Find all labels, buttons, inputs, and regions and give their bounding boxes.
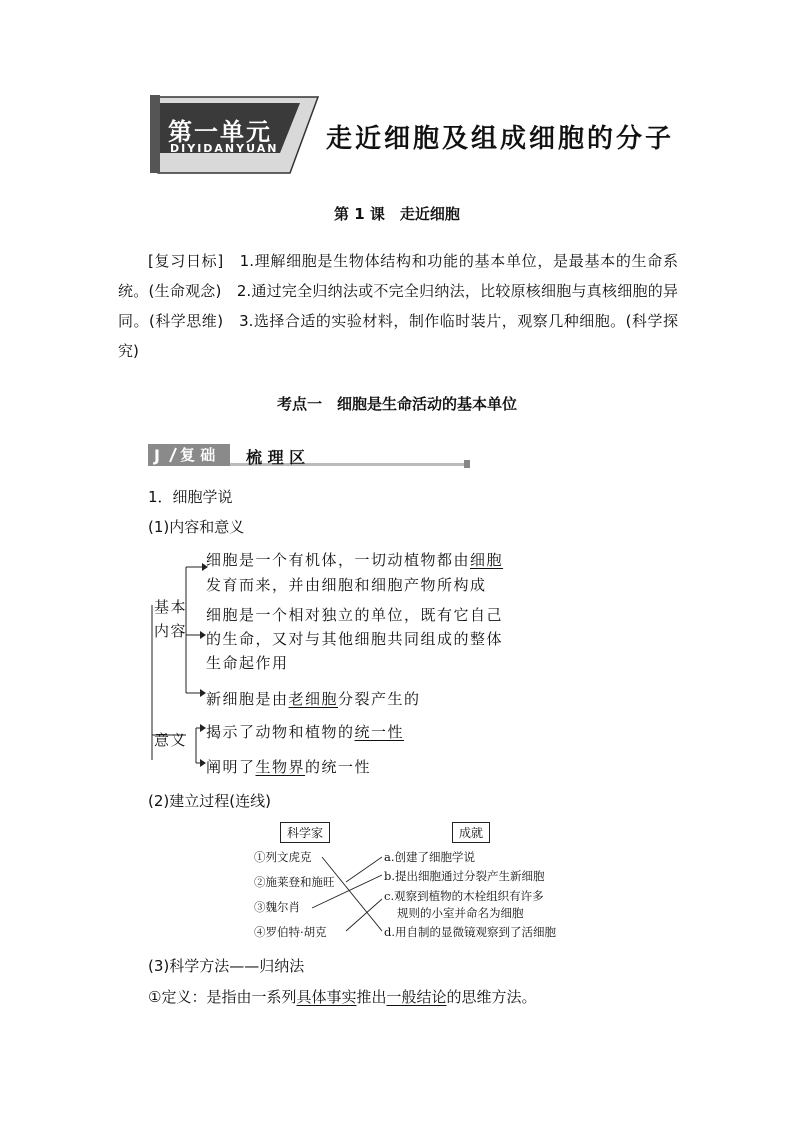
kaodian-title: 考点一 细胞是生命活动的基本单位	[276, 395, 517, 413]
content-2-line1: 细胞是一个相对独立的单位，既有它自己	[206, 606, 504, 624]
goals-text: 1.理解细胞是生物体结构和功能的基本单位，是最基本的生命系统。(生命观念) 2.通过完全归纳法或不完全归纳法，比较原核细胞与真核细胞的异同。(科学思维) 3.选择合适的实验材料，制作临时装片，观察几种细胞。(科学探究)	[118, 252, 678, 360]
achievement-c1: c.观察到植物的木栓组织有许多	[384, 889, 544, 903]
achievement-d: d.用自制的显微镜观察到了活细胞	[384, 925, 557, 939]
scientist-header: 科学家	[280, 822, 330, 843]
unit-label: 第一单元	[168, 118, 272, 146]
answer-general-conclusion: 一般结论	[386, 988, 447, 1006]
basic-label-1: 基本	[154, 598, 188, 616]
content-3: 新细胞是由老细胞分裂产生的	[206, 690, 421, 708]
unit-title: 走近细胞及组成细胞的分子	[326, 124, 675, 154]
section-tag: 复 础	[180, 446, 216, 464]
sub-process: (2)建立过程(连线)	[148, 792, 271, 810]
svg-text:J: J	[154, 446, 160, 465]
achievement-a: a.创建了细胞学说	[384, 850, 476, 864]
review-goals	[118, 246, 678, 366]
content-1-line1: 细胞是一个有机体，一切动植物都由细胞	[206, 551, 504, 569]
content-1-line2: 发育而来，并由细胞和细胞产物所构成	[206, 576, 487, 594]
content-2-line3: 生命起作用	[206, 654, 289, 672]
answer-biosphere: 生物界	[255, 758, 306, 776]
scientist-1: ①列文虎克	[254, 850, 312, 864]
achievement-c2: 规则的小室并命名为细胞	[397, 906, 524, 920]
lesson-title: 第 1 课 走近细胞	[334, 205, 460, 223]
section-title: 梳 理 区	[246, 448, 306, 467]
unit-pinyin: DIYIDANYUAN	[170, 142, 279, 155]
content-2-line2: 的生命，又对与其他细胞共同组成的整体	[206, 630, 504, 648]
basic-label-2: 内容	[154, 622, 188, 640]
answer-specific-facts: 具体事实	[296, 988, 357, 1006]
scientist-4: ④罗伯特·胡克	[254, 925, 327, 939]
meaning-1: 揭示了动物和植物的统一性	[206, 723, 405, 741]
achievement-header: 成就	[452, 822, 490, 843]
sub-content-meaning: (1)内容和意义	[148, 518, 245, 536]
sub-method: (3)科学方法——归纳法	[148, 957, 305, 975]
meaning-2: 阐明了生物界的统一性	[206, 758, 372, 776]
matching-lines	[300, 845, 390, 940]
meaning-label: 意义	[154, 731, 188, 749]
definition: ①定义：是指由一系列具体事实推出一般结论的思维方法。	[148, 988, 537, 1006]
item-cell-theory: 1．细胞学说	[148, 488, 233, 506]
answer-unity: 统一性	[354, 723, 405, 741]
scientist-2: ②施莱登和施旺	[254, 875, 335, 889]
goals-label: [复习日标]	[148, 252, 224, 270]
answer-old-cell: 老细胞	[288, 690, 339, 708]
answer-cell: 细胞	[470, 551, 504, 569]
scientist-3: ③魏尔肖	[254, 900, 300, 914]
achievement-b: b.提出细胞通过分裂产生新细胞	[384, 869, 545, 883]
